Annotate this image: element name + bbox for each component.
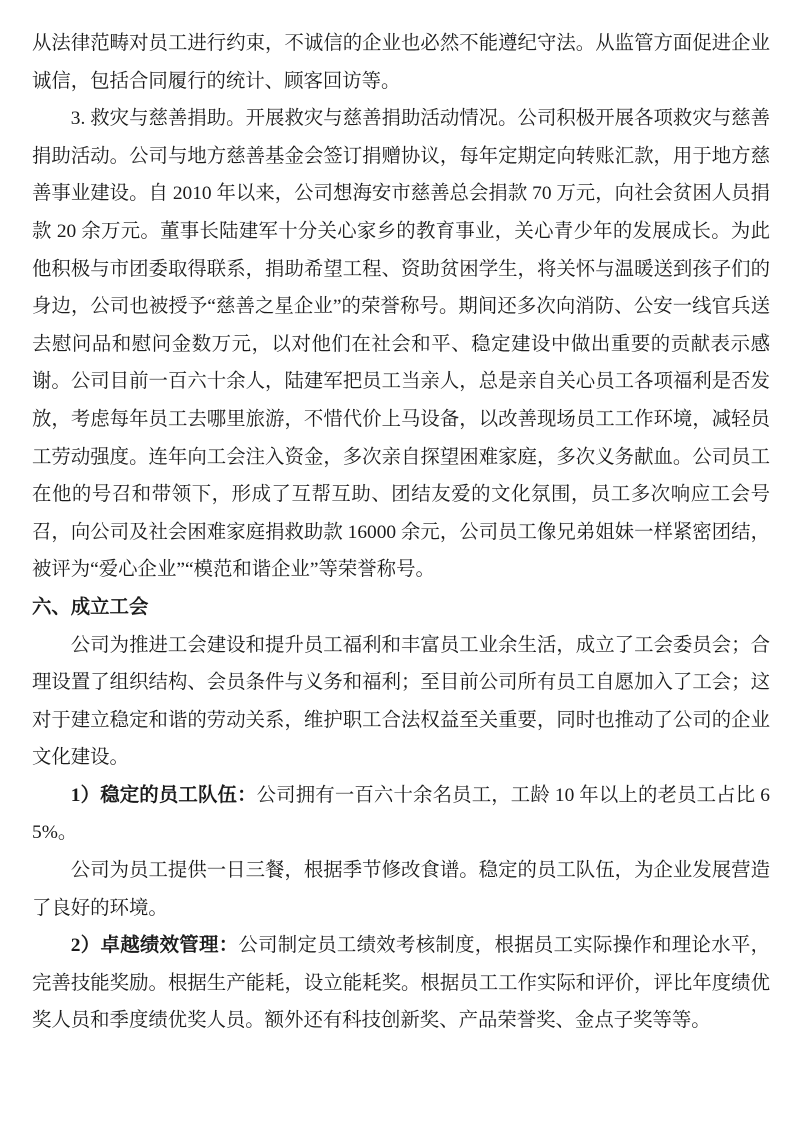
paragraph-stable-workforce-lead: 1）稳定的员工队伍： [70, 784, 257, 806]
paragraph-performance-management [32, 927, 770, 1040]
paragraph-integrity-continuation: 从法律范畴对员工进行约束，不诚信的企业也必然不能遵纪守法。从监管方面促进企业诚信，包括合同履行的统计、顾客回访等。 [32, 33, 770, 92]
paragraph-performance-lead: 2）卓越绩效管理： [70, 935, 239, 957]
paragraph-performance-text: 公司制定员工绩效考核制度，根据员工实际操作和理论水平，完善技能奖励。根据生产能耗，设立能耗奖。根据员工工作实际和评价，评比年度绩优奖人员和季度绩优奖人员。额外还有科技创新奖、产品荣誉奖、金点子奖等等。 [32, 935, 770, 1032]
section-heading-union: 六、成立工会 [32, 596, 149, 618]
paragraph-charity-relief: 3. 救灾与慈善捐助。开展救灾与慈善捐助活动情况。公司积极开展各项救灾与慈善捐助活动。公司与地方慈善基金会签订捐赠协议，每年定期定向转账汇款，用于地方慈善事业建设。自 2010 年以来，公司想海安市慈善总会捐款 70 万元，向社会贫困人员捐款 20 余万元。董事长陆建军十分关心家乡的教育事业，关心青少年的发展成长。为此他积极与市团委取得联系，捐助希望工程、资助贫困学生，将关怀与温暖送到孩子们的身边，公司也被授予“慈善之星企业”的荣誉称号。期间还多次向消防、公安一线官兵送去慰问品和慰问金数万元，以对他们在社会和平、稳定建设中做出重要的贡献表示感谢。公司目前一百六十余人，陆建军把员工当亲人，总是亲自关心员工各项福利是否发放，考虑每年员工去哪里旅游，不惜代价上马设备，以改善现场员工工作环境，减轻员工劳动强度。连年向工会注入资金，多次亲自探望困难家庭，多次义务献血。公司员工在他的号召和带领下，形成了互帮互助、团结友爱的文化氛围，员工多次响应工会号召，向公司及社会困难家庭捐救助款 16000 余元，公司员工像兄弟姐妹一样紧密团结，被评为“爱心企业”“模范和谐企业”等荣誉称号。 [32, 108, 770, 581]
paragraph-union-setup: 公司为推进工会建设和提升员工福利和丰富员工业余生活，成立了工会委员会；合理设置了组织结构、会员条件与义务和福利；至目前公司所有员工自愿加入了工会；这对于建立稳定和谐的劳动关系，维护职工合法权益至关重要，同时也推动了公司的企业文化建设。 [32, 634, 770, 769]
paragraph-stable-workforce [32, 777, 770, 852]
paragraph-meals: 公司为员工提供一日三餐，根据季节修改食谱。稳定的员工队伍，为企业发展营造了良好的环境。 [32, 860, 770, 919]
paragraph-stable-workforce-text: 公司拥有一百六十余名员工，工龄 10 年以上的老员工占比 65%。 [32, 784, 770, 844]
